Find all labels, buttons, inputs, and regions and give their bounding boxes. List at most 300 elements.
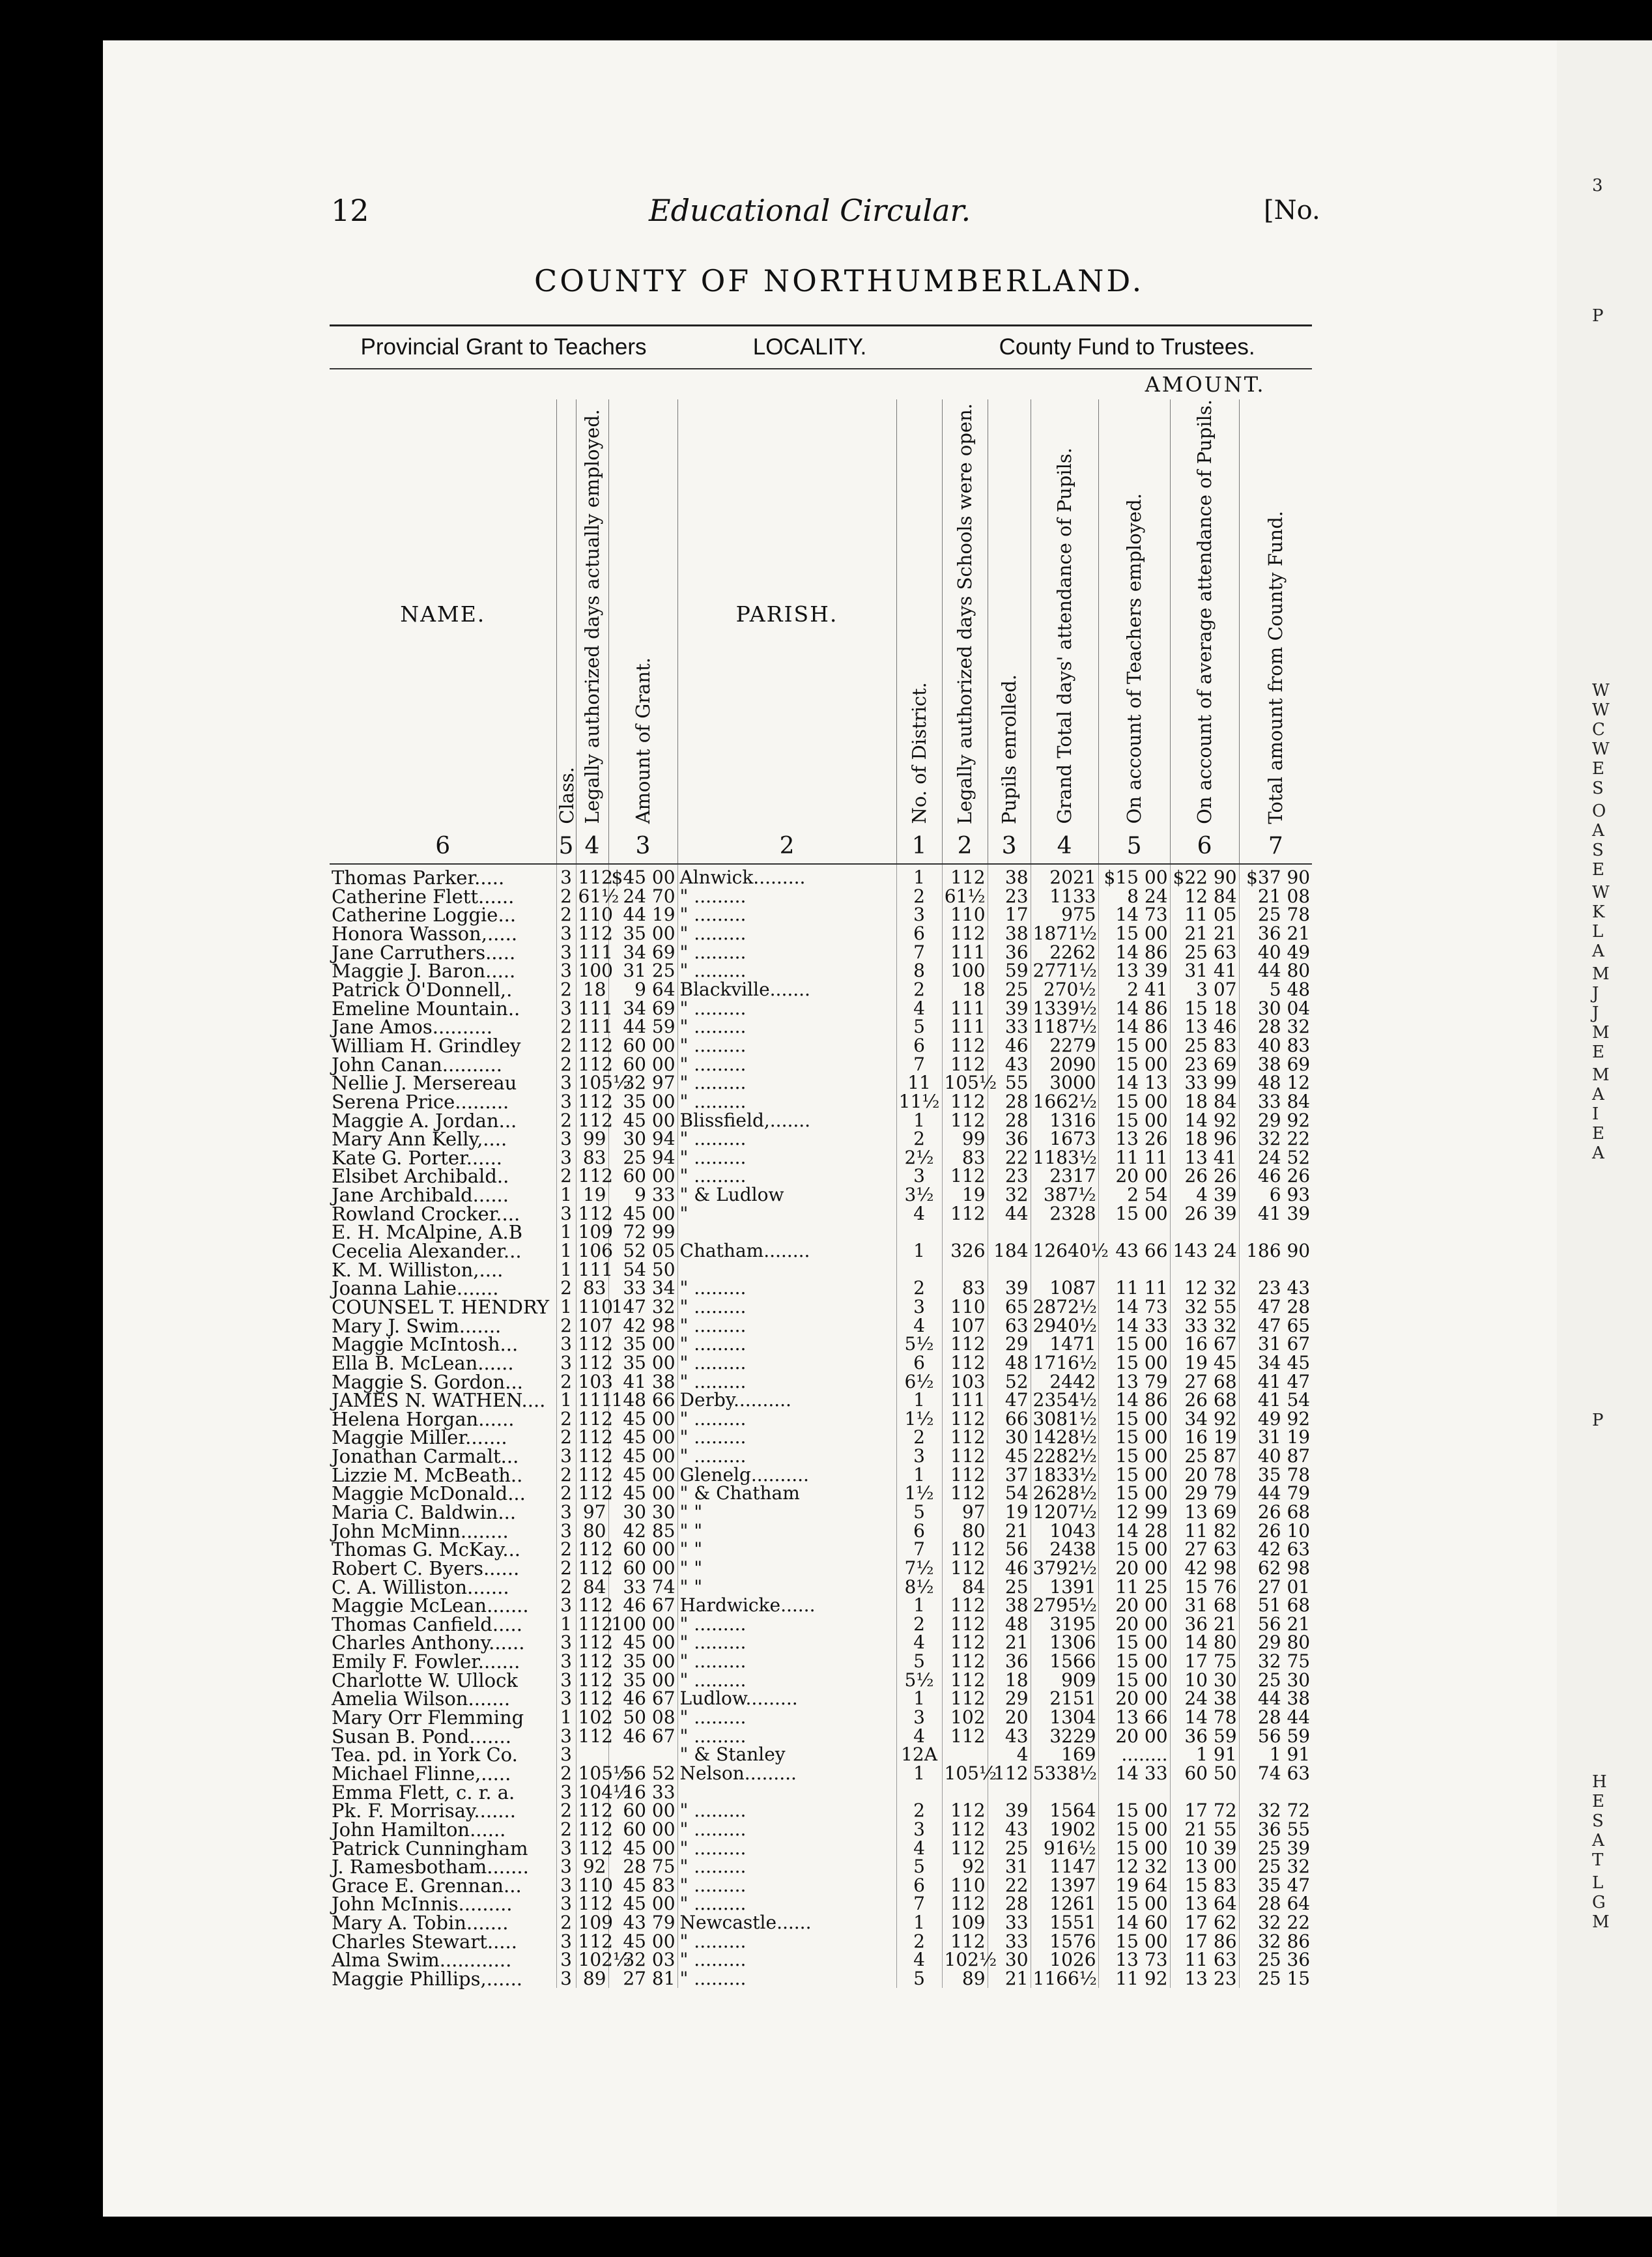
total-attendance-cell: 1662½	[1031, 1093, 1098, 1112]
days-open-cell: 112	[942, 1447, 988, 1466]
total-amount-cell: 1 91	[1239, 1746, 1312, 1764]
days-open-cell: 109	[942, 1914, 988, 1933]
district-number-cell: 1	[896, 1689, 942, 1708]
class-cell: 3	[556, 864, 576, 887]
edge-fragment: P	[1592, 1411, 1604, 1430]
total-amount-cell: 56 21	[1239, 1615, 1312, 1634]
total-attendance-cell: 270½	[1031, 981, 1098, 999]
table-row	[330, 1055, 1312, 1074]
total-attendance-cell: 1564	[1031, 1802, 1098, 1820]
total-amount-cell: 41 54	[1239, 1391, 1312, 1410]
attendance-amount-cell: 12 84	[1170, 887, 1239, 906]
grant-amount-cell: 25 94	[608, 1149, 677, 1168]
class-cell: 3	[556, 1130, 576, 1149]
days-open-cell: 112	[942, 1335, 988, 1354]
class-cell: 1	[556, 1242, 576, 1261]
teachers-amount-cell: 13 79	[1098, 1372, 1170, 1391]
parish-cell: " .........	[677, 999, 896, 1018]
edge-fragment: W	[1592, 740, 1610, 759]
district-number-cell: 2	[896, 1802, 942, 1820]
class-cell: 3	[556, 1671, 576, 1689]
pupils-enrolled-cell: 66	[988, 1409, 1031, 1428]
district-number-cell: 6	[896, 1354, 942, 1373]
attendance-amount-cell: 3 07	[1170, 981, 1239, 999]
attendance-amount-cell: 60 50	[1170, 1764, 1239, 1783]
teacher-name-cell: Catherine Flett......	[332, 885, 515, 908]
table-row	[330, 1914, 1312, 1933]
pupils-enrolled-cell	[988, 1260, 1031, 1279]
teacher-name-cell: Rowland Crocker....	[332, 1202, 520, 1225]
class-cell: 2	[556, 1055, 576, 1074]
adjacent-page-edge	[1557, 40, 1652, 2217]
days-employed-cell: 105½	[576, 1764, 608, 1783]
teacher-name-cell: Mary Orr Flemming	[332, 1706, 524, 1729]
edge-fragment: W	[1592, 681, 1610, 700]
teachers-amount-cell: ........	[1098, 1746, 1170, 1764]
teachers-amount-cell: 20 00	[1098, 1596, 1170, 1615]
total-attendance-cell: 1316	[1031, 1111, 1098, 1130]
edge-fragment: W	[1592, 883, 1610, 902]
parish-cell: " .........	[677, 1839, 896, 1858]
days-open-cell: 83	[942, 1149, 988, 1168]
teacher-name-cell: COUNSEL T. HENDRY	[332, 1295, 549, 1318]
attendance-amount-cell: 27 63	[1170, 1540, 1239, 1559]
parish-cell: " .........	[677, 1074, 896, 1093]
attendance-amount-cell: 13 00	[1170, 1858, 1239, 1876]
grant-amount-cell: 72 99	[608, 1223, 677, 1242]
attendance-amount-cell: 143 24	[1170, 1242, 1239, 1261]
attendance-amount-cell: 14 80	[1170, 1633, 1239, 1652]
attendance-amount-cell: 10 30	[1170, 1671, 1239, 1689]
class-cell: 2	[556, 981, 576, 999]
total-attendance-cell: 1391	[1031, 1577, 1098, 1596]
days-employed-cell: 110	[576, 906, 608, 925]
header-total-amount: Total amount from County Fund.	[1264, 511, 1287, 824]
district-number-cell: 3	[896, 1447, 942, 1466]
teachers-amount-cell: 15 00	[1098, 1204, 1170, 1223]
district-number-cell: 5	[896, 1970, 942, 1989]
attendance-amount-cell: 4 39	[1170, 1186, 1239, 1205]
attendance-amount-cell: 31 68	[1170, 1596, 1239, 1615]
pupils-enrolled-cell: 17	[988, 906, 1031, 925]
section-provincial-grant: Provincial Grant to Teachers	[330, 326, 677, 369]
attendance-amount-cell: 13 41	[1170, 1149, 1239, 1168]
class-cell: 2	[556, 1279, 576, 1298]
teachers-amount-cell: 15 00	[1098, 1671, 1170, 1689]
teacher-name-cell: Helena Horgan......	[332, 1407, 515, 1430]
table-row	[330, 1540, 1312, 1559]
days-employed-cell: 111	[576, 1260, 608, 1279]
grant-amount-cell: 60 00	[608, 1540, 677, 1559]
class-cell: 2	[556, 1914, 576, 1933]
table-row	[330, 1895, 1312, 1914]
parish-cell: "	[677, 1204, 896, 1223]
days-open-cell: 112	[942, 1484, 988, 1503]
class-cell: 3	[556, 1149, 576, 1168]
table-row	[330, 1577, 1312, 1596]
parish-cell: " .........	[677, 1652, 896, 1671]
grant-amount-cell: 45 83	[608, 1876, 677, 1895]
days-open-cell: 112	[942, 1671, 988, 1689]
pupils-enrolled-cell: 59	[988, 962, 1031, 981]
column-number: 2	[677, 829, 896, 864]
edge-fragment: A	[1592, 942, 1604, 961]
district-number-cell: 1	[896, 864, 942, 887]
teacher-name-cell: Robert C. Byers......	[332, 1557, 520, 1579]
teacher-name-cell: Charles Stewart.....	[332, 1930, 517, 1953]
teachers-amount-cell: 15 00	[1098, 1111, 1170, 1130]
class-cell: 2	[556, 1428, 576, 1447]
total-attendance-cell: 3229	[1031, 1727, 1098, 1746]
parish-cell: " .........	[677, 1279, 896, 1298]
pupils-enrolled-cell: 28	[988, 1895, 1031, 1914]
pupils-enrolled-cell: 23	[988, 1167, 1031, 1186]
column-number: 3	[608, 829, 677, 864]
attendance-amount-cell: 19 45	[1170, 1354, 1239, 1373]
column-number: 5	[556, 829, 576, 864]
parish-cell: Blissfield,.......	[677, 1111, 896, 1130]
total-amount-cell: 27 01	[1239, 1577, 1312, 1596]
grant-amount-cell: 35 00	[608, 1652, 677, 1671]
grant-amount-cell: 44 59	[608, 1018, 677, 1037]
attendance-amount-cell: 11 05	[1170, 906, 1239, 925]
pupils-enrolled-cell: 33	[988, 1932, 1031, 1951]
teacher-name-cell: Cecelia Alexander...	[332, 1240, 522, 1263]
class-cell: 3	[556, 1783, 576, 1802]
total-amount-cell: $37 90	[1239, 864, 1312, 887]
class-cell: 2	[556, 1802, 576, 1820]
district-number-cell	[896, 1783, 942, 1802]
parish-cell: " .........	[677, 1372, 896, 1391]
teacher-name-cell: Jane Amos..........	[332, 1016, 492, 1039]
total-attendance-cell: 1133	[1031, 887, 1098, 906]
class-cell: 2	[556, 1820, 576, 1839]
pupils-enrolled-cell: 18	[988, 1671, 1031, 1689]
days-employed-cell: 112	[576, 1335, 608, 1354]
pupils-enrolled-cell: 32	[988, 1186, 1031, 1205]
total-amount-cell: 28 32	[1239, 1018, 1312, 1037]
grant-amount-cell: 60 00	[608, 1820, 677, 1839]
district-number-cell: 2	[896, 981, 942, 999]
grant-amount-cell: 30 30	[608, 1503, 677, 1522]
edge-fragment: A	[1592, 1143, 1604, 1163]
class-cell: 2	[556, 1764, 576, 1783]
header-parish: PARISH.	[677, 399, 896, 829]
teacher-name-cell: Catherine Loggie...	[332, 904, 517, 927]
grant-amount-cell: 45 00	[608, 1895, 677, 1914]
total-amount-cell: 25 30	[1239, 1671, 1312, 1689]
teacher-name-cell: Mary Ann Kelly,....	[332, 1128, 507, 1151]
total-amount-cell: 25 39	[1239, 1839, 1312, 1858]
pupils-enrolled-cell: 22	[988, 1149, 1031, 1168]
days-employed-cell: 112	[576, 1727, 608, 1746]
pupils-enrolled-cell: 36	[988, 1130, 1031, 1149]
table-row	[330, 1633, 1312, 1652]
total-attendance-cell: 2151	[1031, 1689, 1098, 1708]
total-attendance-cell: 2262	[1031, 943, 1098, 962]
teachers-amount-cell: 14 13	[1098, 1074, 1170, 1093]
pupils-enrolled-cell: 25	[988, 981, 1031, 999]
pupils-enrolled-cell: 38	[988, 925, 1031, 943]
total-amount-cell: 40 87	[1239, 1447, 1312, 1466]
days-open-cell: 326	[942, 1242, 988, 1261]
teacher-name-cell: Alma Swim............	[332, 1949, 512, 1972]
pupils-enrolled-cell: 56	[988, 1540, 1031, 1559]
class-cell: 1	[556, 1708, 576, 1727]
total-amount-cell: 48 12	[1239, 1074, 1312, 1093]
days-employed-cell: 109	[576, 1914, 608, 1933]
pupils-enrolled-cell: 4	[988, 1746, 1031, 1764]
days-employed-cell: 112	[576, 1484, 608, 1503]
pupils-enrolled-cell: 28	[988, 1111, 1031, 1130]
total-amount-cell: 32 75	[1239, 1652, 1312, 1671]
pupils-enrolled-cell: 21	[988, 1970, 1031, 1989]
attendance-amount-cell: 20 78	[1170, 1465, 1239, 1484]
attendance-amount-cell: 16 67	[1170, 1335, 1239, 1354]
district-number-cell: 3	[896, 1298, 942, 1317]
teachers-amount-cell: 12 99	[1098, 1503, 1170, 1522]
district-number-cell: 3	[896, 1820, 942, 1839]
district-number-cell: 3	[896, 906, 942, 925]
edge-fragment: E	[1592, 1124, 1604, 1143]
pupils-enrolled-cell: 22	[988, 1876, 1031, 1895]
class-cell: 3	[556, 1354, 576, 1373]
pupils-enrolled-cell: 29	[988, 1689, 1031, 1708]
total-attendance-cell: 1428½	[1031, 1428, 1098, 1447]
teachers-amount-cell: 15 00	[1098, 1633, 1170, 1652]
days-employed-cell: 111	[576, 1018, 608, 1037]
table-row	[330, 1820, 1312, 1839]
total-amount-cell: 29 80	[1239, 1633, 1312, 1652]
total-attendance-cell: 1576	[1031, 1932, 1098, 1951]
days-open-cell: 112	[942, 1559, 988, 1578]
days-employed-cell: 112	[576, 1596, 608, 1615]
days-open-cell: 112	[942, 1615, 988, 1634]
table-row	[330, 1876, 1312, 1895]
total-amount-cell: 32 86	[1239, 1932, 1312, 1951]
page-number: 12	[331, 193, 369, 228]
pupils-enrolled-cell: 43	[988, 1727, 1031, 1746]
class-cell: 3	[556, 1633, 576, 1652]
days-employed-cell: 107	[576, 1316, 608, 1335]
table-row	[330, 962, 1312, 981]
district-number-cell: 2	[896, 1615, 942, 1634]
teachers-amount-cell: 15 00	[1098, 1839, 1170, 1858]
days-employed-cell: 112	[576, 1037, 608, 1056]
teachers-amount-cell: 2 54	[1098, 1186, 1170, 1205]
district-number-cell: 6	[896, 1037, 942, 1056]
parish-cell: " .........	[677, 1932, 896, 1951]
teachers-amount-cell: 20 00	[1098, 1689, 1170, 1708]
days-open-cell: 112	[942, 1689, 988, 1708]
attendance-amount-cell: 34 92	[1170, 1409, 1239, 1428]
teachers-amount-cell	[1098, 1783, 1170, 1802]
days-open-cell	[942, 1260, 988, 1279]
days-open-cell: 112	[942, 1111, 988, 1130]
total-attendance-cell: 1261	[1031, 1895, 1098, 1914]
days-employed-cell: 83	[576, 1279, 608, 1298]
days-employed-cell: 112	[576, 1447, 608, 1466]
teacher-name-cell: Kate G. Porter......	[332, 1146, 503, 1169]
teacher-name-cell: Maggie J. Baron.....	[332, 960, 516, 983]
class-cell: 2	[556, 1316, 576, 1335]
edge-fragment: M	[1592, 964, 1610, 984]
district-number-cell: 2½	[896, 1149, 942, 1168]
parish-cell: " "	[677, 1559, 896, 1578]
district-number-cell: 2	[896, 1428, 942, 1447]
parish-cell: " & Ludlow	[677, 1186, 896, 1205]
grant-amount-cell: 16 33	[608, 1783, 677, 1802]
days-employed-cell: 112	[576, 1559, 608, 1578]
parish-cell: Ludlow.........	[677, 1689, 896, 1708]
district-number-cell: 1	[896, 1764, 942, 1783]
teacher-name-cell: Joanna Lahie.......	[332, 1277, 499, 1300]
table-row	[330, 1167, 1312, 1186]
pupils-enrolled-cell: 47	[988, 1391, 1031, 1410]
days-employed-cell: 112	[576, 1409, 608, 1428]
class-cell: 1	[556, 1391, 576, 1410]
total-amount-cell: 40 83	[1239, 1037, 1312, 1056]
class-cell: 3	[556, 1447, 576, 1466]
teachers-amount-cell: 15 00	[1098, 1484, 1170, 1503]
teachers-amount-cell: 43 66	[1098, 1242, 1170, 1261]
table-row	[330, 1783, 1312, 1802]
teachers-amount-cell: 11 11	[1098, 1149, 1170, 1168]
days-employed-cell: 19	[576, 1186, 608, 1205]
class-cell: 2	[556, 1167, 576, 1186]
days-employed-cell: 80	[576, 1521, 608, 1540]
pupils-enrolled-cell: 21	[988, 1633, 1031, 1652]
total-amount-cell: 41 39	[1239, 1204, 1312, 1223]
district-number-cell: 4	[896, 1204, 942, 1223]
days-open-cell: 18	[942, 981, 988, 999]
table-row	[330, 864, 1312, 887]
table-row	[330, 1428, 1312, 1447]
attendance-amount-cell: 17 72	[1170, 1802, 1239, 1820]
district-number-cell: 2	[896, 887, 942, 906]
table-row	[330, 1858, 1312, 1876]
column-number: 2	[942, 829, 988, 864]
pupils-enrolled-cell: 55	[988, 1074, 1031, 1093]
grant-amount-cell: 60 00	[608, 1802, 677, 1820]
pupils-enrolled-cell: 39	[988, 999, 1031, 1018]
grant-amount-cell: 45 00	[608, 1484, 677, 1503]
district-number-cell: 5	[896, 1858, 942, 1876]
teacher-name-cell: Maggie S. Gordon...	[332, 1370, 523, 1393]
total-amount-cell: 36 55	[1239, 1820, 1312, 1839]
teacher-name-cell: Maggie A. Jordan...	[332, 1109, 517, 1132]
school-grants-table	[330, 324, 1312, 1988]
total-attendance-cell: 1551	[1031, 1914, 1098, 1933]
grant-amount-cell: 30 94	[608, 1130, 677, 1149]
pupils-enrolled-cell: 63	[988, 1316, 1031, 1335]
table-row	[330, 1037, 1312, 1056]
district-number-cell: 5	[896, 1018, 942, 1037]
teachers-amount-cell: 14 73	[1098, 906, 1170, 925]
days-open-cell: 112	[942, 864, 988, 887]
total-amount-cell	[1239, 1223, 1312, 1242]
pupils-enrolled-cell: 45	[988, 1447, 1031, 1466]
days-employed-cell: 106	[576, 1242, 608, 1261]
total-amount-cell: 21 08	[1239, 887, 1312, 906]
grant-amount-cell: 34 69	[608, 943, 677, 962]
days-employed-cell: 112	[576, 925, 608, 943]
class-cell: 3	[556, 1970, 576, 1989]
days-employed-cell: 99	[576, 1130, 608, 1149]
class-cell: 1	[556, 1186, 576, 1205]
parish-cell: " .........	[677, 1447, 896, 1466]
table-row	[330, 1671, 1312, 1689]
total-amount-cell: 25 15	[1239, 1970, 1312, 1989]
total-amount-cell: 35 47	[1239, 1876, 1312, 1895]
total-amount-cell: 31 67	[1239, 1335, 1312, 1354]
table-row	[330, 943, 1312, 962]
teachers-amount-cell: 14 73	[1098, 1298, 1170, 1317]
class-cell: 3	[556, 1521, 576, 1540]
class-cell: 1	[556, 1615, 576, 1634]
days-employed-cell: 110	[576, 1298, 608, 1317]
teacher-name-cell: Pk. F. Morrisay.......	[332, 1800, 516, 1822]
attendance-amount-cell: 1 91	[1170, 1746, 1239, 1764]
teacher-name-cell: JAMES N. WATHEN....	[332, 1389, 546, 1412]
pupils-enrolled-cell: 37	[988, 1465, 1031, 1484]
days-open-cell: 112	[942, 1167, 988, 1186]
days-open-cell: 112	[942, 1093, 988, 1112]
total-amount-cell: 186 90	[1239, 1242, 1312, 1261]
attendance-amount-cell: 13 46	[1170, 1018, 1239, 1037]
teacher-name-cell: Emily F. Fowler.......	[332, 1650, 520, 1673]
table-row	[330, 1018, 1312, 1037]
teacher-name-cell: Maggie McDonald...	[332, 1482, 526, 1505]
parish-cell: " .........	[677, 1298, 896, 1317]
pupils-enrolled-cell: 30	[988, 1428, 1031, 1447]
teachers-amount-cell: 8 24	[1098, 887, 1170, 906]
attendance-amount-cell: 26 26	[1170, 1167, 1239, 1186]
days-employed-cell: 112	[576, 1204, 608, 1223]
district-number-cell: 1	[896, 1596, 942, 1615]
total-attendance-cell: 1026	[1031, 1951, 1098, 1970]
teachers-amount-cell: 15 00	[1098, 1354, 1170, 1373]
teachers-amount-cell: 14 86	[1098, 1018, 1170, 1037]
total-attendance-cell: 2940½	[1031, 1316, 1098, 1335]
edge-fragment: E	[1592, 1792, 1604, 1811]
days-open-cell: 112	[942, 1802, 988, 1820]
class-cell: 3	[556, 1652, 576, 1671]
pupils-enrolled-cell: 65	[988, 1298, 1031, 1317]
attendance-amount-cell: 31 41	[1170, 962, 1239, 981]
parish-cell: " .........	[677, 1093, 896, 1112]
days-open-cell: 89	[942, 1970, 988, 1989]
teachers-amount-cell: 13 66	[1098, 1708, 1170, 1727]
table-row	[330, 1372, 1312, 1391]
teachers-amount-cell: 15 00	[1098, 1409, 1170, 1428]
edge-fragment: A	[1592, 821, 1604, 841]
teachers-amount-cell: 15 00	[1098, 1540, 1170, 1559]
days-employed-cell: 111	[576, 1391, 608, 1410]
table-row	[330, 1298, 1312, 1317]
days-open-cell: 112	[942, 1428, 988, 1447]
total-attendance-cell: 2282½	[1031, 1447, 1098, 1466]
total-amount-cell: 28 44	[1239, 1708, 1312, 1727]
teachers-amount-cell: 15 00	[1098, 1932, 1170, 1951]
teachers-amount-cell: 14 86	[1098, 1391, 1170, 1410]
total-amount-cell	[1239, 1783, 1312, 1802]
attendance-amount-cell: 17 75	[1170, 1652, 1239, 1671]
teacher-name-cell: Emeline Mountain..	[332, 997, 520, 1020]
attendance-amount-cell: 29 79	[1170, 1484, 1239, 1503]
teacher-name-cell: Thomas G. McKay...	[332, 1538, 521, 1561]
days-open-cell: 102	[942, 1708, 988, 1727]
